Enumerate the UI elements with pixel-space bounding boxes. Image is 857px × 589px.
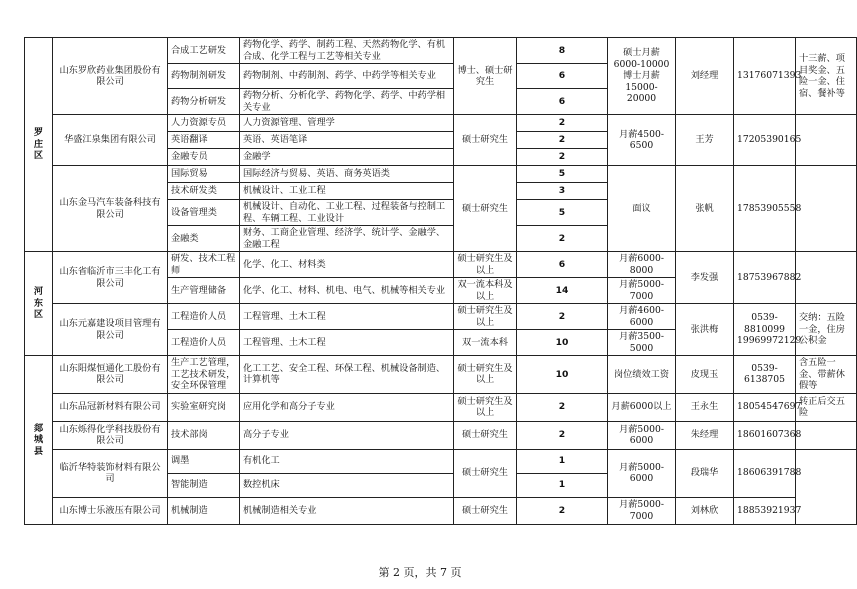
count-cell: 6 bbox=[517, 252, 608, 278]
position-cell: 生产管理储备 bbox=[168, 278, 240, 304]
position-cell: 工程造价人员 bbox=[168, 330, 240, 356]
salary-cell: 月薪5000-6000 bbox=[608, 421, 676, 449]
major-cell: 药物制剂、中药制剂、药学、中药学等相关专业 bbox=[240, 64, 454, 89]
position-cell: 药物制剂研发 bbox=[168, 64, 240, 89]
count-cell: 2 bbox=[517, 393, 608, 421]
company-cell: 华盛江泉集团有限公司 bbox=[53, 115, 168, 166]
phone-cell: 18606391788 bbox=[734, 449, 796, 497]
count-cell: 2 bbox=[517, 149, 608, 166]
major-cell: 机械设计、自动化、工业工程、过程装备与控制工程、车辆工程、工业设计 bbox=[240, 200, 454, 226]
benefits-cell: 含五险一金、带薪休假等 bbox=[796, 356, 857, 394]
count-cell: 2 bbox=[517, 115, 608, 132]
major-cell: 英语、英语笔译 bbox=[240, 132, 454, 149]
major-cell: 金融学 bbox=[240, 149, 454, 166]
position-cell: 智能制造 bbox=[168, 473, 240, 497]
company-cell: 山东金马汽车装备科技有限公司 bbox=[53, 166, 168, 252]
position-cell: 工程造价人员 bbox=[168, 304, 240, 330]
salary-cell: 月薪5000-7000 bbox=[608, 278, 676, 304]
count-cell: 2 bbox=[517, 421, 608, 449]
count-cell: 2 bbox=[517, 304, 608, 330]
position-cell: 英语翻译 bbox=[168, 132, 240, 149]
position-cell: 调墨 bbox=[168, 449, 240, 473]
contact-cell: 王永生 bbox=[676, 393, 734, 421]
company-cell: 山东博士乐液压有限公司 bbox=[53, 497, 168, 524]
phone-cell: 0539-6138705 bbox=[734, 356, 796, 394]
count-cell: 6 bbox=[517, 64, 608, 89]
phone-cell: 18853921937 bbox=[734, 497, 796, 524]
phone-cell: 18054547697 bbox=[734, 393, 796, 421]
district-cell: 罗庄区 bbox=[25, 38, 53, 252]
major-cell: 财务、工商企业管理、经济学、统计学、金融学、金融工程 bbox=[240, 226, 454, 252]
position-cell: 机械制造 bbox=[168, 497, 240, 524]
benefits-cell: 十三薪、项目奖金、五险一金、住宿、餐补等 bbox=[796, 38, 857, 115]
company-cell: 山东烁得化学科技股份有限公司 bbox=[53, 421, 168, 449]
count-cell: 5 bbox=[517, 200, 608, 226]
major-cell: 化工工艺、安全工程、环保工程、机械设备制造、计算机等 bbox=[240, 356, 454, 394]
contact-cell: 王芳 bbox=[676, 115, 734, 166]
major-cell: 机械制造相关专业 bbox=[240, 497, 454, 524]
company-cell: 临沂华特装饰材料有限公司 bbox=[53, 449, 168, 497]
contact-cell: 朱经理 bbox=[676, 421, 734, 449]
education-cell: 硕士研究生 bbox=[454, 421, 517, 449]
major-cell: 有机化工 bbox=[240, 449, 454, 473]
major-cell: 化学、化工、材料类 bbox=[240, 252, 454, 278]
count-cell: 1 bbox=[517, 449, 608, 473]
major-cell: 国际经济与贸易、英语、商务英语类 bbox=[240, 166, 454, 183]
salary-cell: 岗位绩效工资 bbox=[608, 356, 676, 394]
salary-cell: 月薪3500-5000 bbox=[608, 330, 676, 356]
district-cell: 郯城县 bbox=[25, 356, 53, 525]
count-cell: 2 bbox=[517, 497, 608, 524]
position-cell: 技术研发类 bbox=[168, 183, 240, 200]
table-row bbox=[25, 166, 857, 183]
recruitment-table bbox=[24, 37, 857, 525]
major-cell: 工程管理、土木工程 bbox=[240, 330, 454, 356]
salary-cell: 月薪4600-6000 bbox=[608, 304, 676, 330]
education-cell: 双一流本科及以上 bbox=[454, 278, 517, 304]
position-cell: 金融专员 bbox=[168, 149, 240, 166]
major-cell: 机械设计、工业工程 bbox=[240, 183, 454, 200]
salary-cell: 月薪6000-8000 bbox=[608, 252, 676, 278]
contact-cell: 皮现玉 bbox=[676, 356, 734, 394]
position-cell: 药物分析研发 bbox=[168, 89, 240, 115]
count-cell: 14 bbox=[517, 278, 608, 304]
major-cell: 药物化学、药学、制药工程、天然药物化学、有机合成、化学工程与工艺等相关专业 bbox=[240, 38, 454, 64]
education-cell: 硕士研究生 bbox=[454, 166, 517, 252]
salary-cell: 月薪5000-6000 bbox=[608, 449, 676, 497]
major-cell: 高分子专业 bbox=[240, 421, 454, 449]
benefits-cell bbox=[796, 421, 857, 449]
benefits-cell bbox=[796, 166, 857, 252]
page-footer: 第 2 页，共 7 页 bbox=[378, 566, 462, 579]
table-row bbox=[25, 497, 857, 524]
position-cell: 国际贸易 bbox=[168, 166, 240, 183]
count-cell: 3 bbox=[517, 183, 608, 200]
company-cell: 山东省临沂市三丰化工有限公司 bbox=[53, 252, 168, 304]
table-row bbox=[25, 393, 857, 421]
position-cell: 人力资源专员 bbox=[168, 115, 240, 132]
position-cell: 金融类 bbox=[168, 226, 240, 252]
position-cell: 实验室研究岗 bbox=[168, 393, 240, 421]
salary-cell: 月薪4500-6500 bbox=[608, 115, 676, 166]
count-cell: 8 bbox=[517, 38, 608, 64]
company-cell: 山东元嘉建设项目管理有限公司 bbox=[53, 304, 168, 356]
education-cell: 硕士研究生 bbox=[454, 497, 517, 524]
position-cell: 研发、技术工程师 bbox=[168, 252, 240, 278]
education-cell: 硕士研究生及以上 bbox=[454, 356, 517, 394]
phone-cell: 18601607368 bbox=[734, 421, 796, 449]
benefits-cell: 交纳：五险一金，住房公积金 bbox=[796, 304, 857, 356]
salary-cell: 月薪5000-7000 bbox=[608, 497, 676, 524]
position-cell: 合成工艺研发 bbox=[168, 38, 240, 64]
position-cell: 技术部岗 bbox=[168, 421, 240, 449]
salary-cell: 月薪6000以上 bbox=[608, 393, 676, 421]
table-row bbox=[25, 304, 857, 330]
position-cell: 设备管理类 bbox=[168, 200, 240, 226]
table-row bbox=[25, 115, 857, 132]
contact-cell: 张帆 bbox=[676, 166, 734, 252]
phone-cell: 18753967882 bbox=[734, 252, 796, 304]
company-cell: 山东品冠新材料有限公司 bbox=[53, 393, 168, 421]
major-cell: 应用化学和高分子专业 bbox=[240, 393, 454, 421]
table-row bbox=[25, 421, 857, 449]
education-cell: 双一流本科 bbox=[454, 330, 517, 356]
benefits-cell: 转正后交五险 bbox=[796, 393, 857, 421]
major-cell: 药物分析、分析化学、药物化学、药学、中药学相关专业 bbox=[240, 89, 454, 115]
contact-cell: 刘林欣 bbox=[676, 497, 734, 524]
count-cell: 10 bbox=[517, 330, 608, 356]
table-row bbox=[25, 356, 857, 394]
benefits-cell bbox=[796, 252, 857, 304]
count-cell: 2 bbox=[517, 132, 608, 149]
count-cell: 2 bbox=[517, 226, 608, 252]
company-cell: 山东罗欣药业集团股份有限公司 bbox=[53, 38, 168, 115]
phone-cell: 17205390165 bbox=[734, 115, 796, 166]
education-cell: 博士、硕士研究生 bbox=[454, 38, 517, 115]
major-cell: 数控机床 bbox=[240, 473, 454, 497]
salary-cell: 面议 bbox=[608, 166, 676, 252]
count-cell: 6 bbox=[517, 89, 608, 115]
education-cell: 硕士研究生及以上 bbox=[454, 304, 517, 330]
phone-cell: 0539-8810099 19969972129 bbox=[734, 304, 796, 356]
salary-cell: 硕士月薪6000-10000 博士月薪15000-20000 bbox=[608, 38, 676, 115]
contact-cell: 刘经理 bbox=[676, 38, 734, 115]
company-cell: 山东阳煤恒通化工股份有限公司 bbox=[53, 356, 168, 394]
education-cell: 硕士研究生及以上 bbox=[454, 393, 517, 421]
district-cell: 河东区 bbox=[25, 252, 53, 356]
count-cell: 5 bbox=[517, 166, 608, 183]
count-cell: 1 bbox=[517, 473, 608, 497]
contact-cell: 张洪梅 bbox=[676, 304, 734, 356]
phone-cell: 17853905558 bbox=[734, 166, 796, 252]
table-row bbox=[25, 252, 857, 278]
education-cell: 硕士研究生 bbox=[454, 449, 517, 497]
benefits-cell bbox=[796, 115, 857, 166]
table-row bbox=[25, 449, 857, 473]
table-row bbox=[25, 38, 857, 64]
education-cell: 硕士研究生及以上 bbox=[454, 252, 517, 278]
education-cell: 硕士研究生 bbox=[454, 115, 517, 166]
benefits-cell bbox=[796, 449, 857, 524]
major-cell: 工程管理、土木工程 bbox=[240, 304, 454, 330]
position-cell: 生产工艺管理，工艺技术研发，安全环保管理 bbox=[168, 356, 240, 394]
contact-cell: 段瑞华 bbox=[676, 449, 734, 497]
phone-cell: 13176071393 bbox=[734, 38, 796, 115]
count-cell: 10 bbox=[517, 356, 608, 394]
major-cell: 化学、化工、材料、机电、电气、机械等相关专业 bbox=[240, 278, 454, 304]
contact-cell: 李发强 bbox=[676, 252, 734, 304]
major-cell: 人力资源管理、管理学 bbox=[240, 115, 454, 132]
